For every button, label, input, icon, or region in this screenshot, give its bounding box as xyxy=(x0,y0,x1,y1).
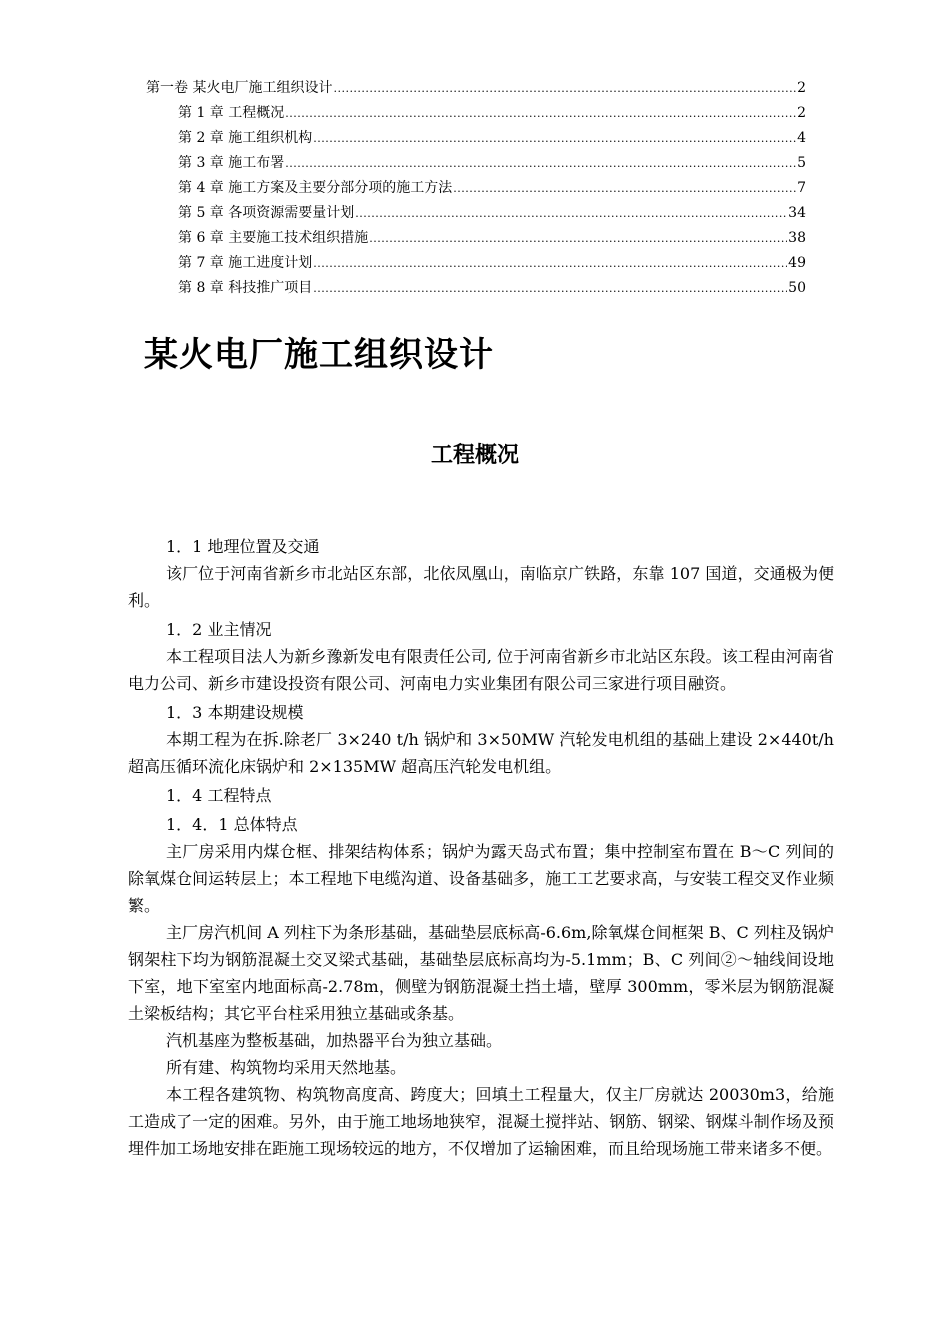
paragraph: 所有建、构筑物均采用天然地基。 xyxy=(166,1058,407,1077)
toc-leader-dots xyxy=(355,201,787,226)
toc-entry-chapter-6[interactable] xyxy=(146,226,806,251)
paragraph: 汽机基座为整板基础，加热器平台为独立基础。 xyxy=(166,1031,503,1050)
toc-entry-chapter-8[interactable] xyxy=(146,276,806,301)
toc-leader-dots xyxy=(333,76,796,101)
toc-page-number: 2 xyxy=(797,80,806,96)
table-of-contents xyxy=(146,76,806,301)
section-title: 工程概况 xyxy=(430,443,519,468)
paragraph: 主厂房汽机间 A 列柱下为条形基础，基础垫层底标高-6.6m,除氧煤仓间框架 B、C 列柱及锅炉钢架柱下均为钢筋混凝土交叉梁式基础，基础垫层底标高均为-5.1mm；B、C 列间②～轴线间设地下室，地下室室内地面标高-2.78m，侧壁为钢筋混凝土挡土墙，壁厚 300mm，零米层为钢筋混凝土梁板结构；其它平台柱采用独立基础或条基。 xyxy=(128,923,834,1023)
toc-page-number: 38 xyxy=(788,230,806,246)
toc-entry-text: 第 5 章 各项资源需要量计划 xyxy=(178,205,355,221)
subheading: 1．4 工程特点 xyxy=(166,786,272,805)
body-content xyxy=(128,531,834,1162)
subheading: 1．3 本期建设规模 xyxy=(166,703,304,722)
toc-entry-text: 第 7 章 施工进度计划 xyxy=(178,255,313,271)
toc-leader-dots xyxy=(369,226,787,251)
toc-entry-text: 第 6 章 主要施工技术组织措施 xyxy=(178,230,369,246)
toc-entry-text: 第 1 章 工程概况 xyxy=(178,105,285,121)
toc-page-number: 2 xyxy=(797,105,806,121)
toc-entry-text: 第 3 章 施工布署 xyxy=(178,155,285,171)
toc-entry-volume[interactable] xyxy=(146,76,806,101)
paragraph: 本工程各建筑物、构筑物高度高、跨度大；回填土工程量大，仅主厂房就达 20030m3，给施工造成了一定的困难。另外，由于施工地场地狭窄，混凝土搅拌站、钢筋、钢梁、钢煤斗制作场及预埋件加工场地安排在距施工现场较远的地方，不仅增加了运输困难，而且给现场施工带来诸多不便。 xyxy=(128,1085,834,1158)
toc-page-number: 7 xyxy=(797,180,806,196)
toc-entry-text: 第 8 章 科技推广项目 xyxy=(178,280,313,296)
subheading: 1．2 业主情况 xyxy=(166,620,272,639)
toc-leader-dots xyxy=(313,251,787,276)
toc-page-number: 5 xyxy=(797,155,806,171)
toc-leader-dots xyxy=(313,126,796,151)
toc-leader-dots xyxy=(313,276,787,301)
toc-leader-dots xyxy=(453,176,796,201)
paragraph: 本工程项目法人为新乡豫新发电有限责任公司, 位于河南省新乡市北站区东段。该工程由河南省电力公司、新乡市建设投资有限公司、河南电力实业集团有限公司三家进行项目融资。 xyxy=(128,647,834,693)
toc-entry-text: 第 4 章 施工方案及主要分部分项的施工方法 xyxy=(178,180,453,196)
toc-entry-chapter-5[interactable] xyxy=(146,201,806,226)
toc-entry-chapter-3[interactable] xyxy=(146,151,806,176)
toc-page-number: 49 xyxy=(788,255,806,271)
toc-entry-text: 第一卷 某火电厂施工组织设计 xyxy=(146,80,333,96)
paragraph: 主厂房采用内煤仓框、排架结构体系；锅炉为露天岛式布置；集中控制室布置在 B～C 列间的除氧煤仓间运转层上；本工程地下电缆沟道、设备基础多，施工工艺要求高，与安装工程交叉作业频繁。 xyxy=(128,842,834,915)
paragraph: 本期工程为在拆.除老厂 3×240 t/h 锅炉和 3×50MW 汽轮发电机组的基础上建设 2×440t/h 超高压循环流化床锅炉和 2×135MW 超高压汽轮发电机组。 xyxy=(128,730,834,776)
toc-leader-dots xyxy=(285,101,796,126)
toc-entry-text: 第 2 章 施工组织机构 xyxy=(178,130,313,146)
subheading: 1．1 地理位置及交通 xyxy=(166,537,320,556)
document-title: 某火电厂施工组织设计 xyxy=(144,335,494,375)
toc-leader-dots xyxy=(285,151,796,176)
toc-page-number: 4 xyxy=(797,130,806,146)
subheading: 1．4．1 总体特点 xyxy=(166,815,298,834)
toc-entry-chapter-4[interactable] xyxy=(146,176,806,201)
toc-page-number: 50 xyxy=(788,280,806,296)
paragraph: 该厂位于河南省新乡市北站区东部，北依凤凰山，南临京广铁路，东靠 107 国道，交通极为便利。 xyxy=(128,564,834,610)
toc-entry-chapter-7[interactable] xyxy=(146,251,806,276)
toc-page-number: 34 xyxy=(788,205,806,221)
toc-entry-chapter-2[interactable] xyxy=(146,126,806,151)
toc-entry-chapter-1[interactable] xyxy=(146,101,806,126)
